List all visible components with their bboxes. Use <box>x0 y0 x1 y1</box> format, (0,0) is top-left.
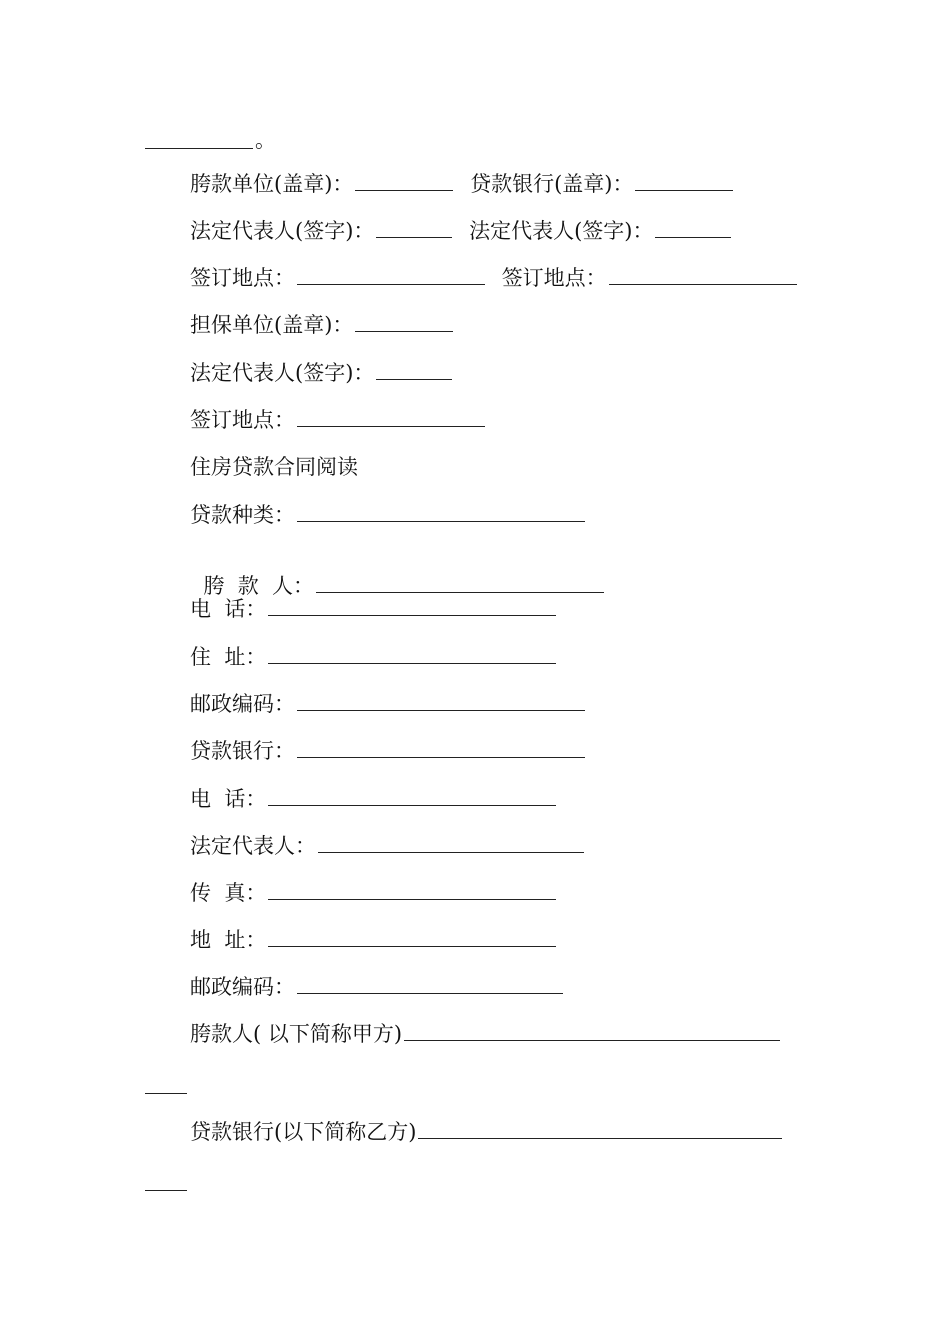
phone-field-2[interactable] <box>268 787 556 806</box>
legal-rep-sign-field-1[interactable] <box>376 219 452 238</box>
address-row-1 <box>190 645 558 669</box>
document-title: 住房贷款合同阅读 <box>190 455 358 479</box>
loan-type-label: 贷款种类： <box>190 503 295 527</box>
postcode-field-2[interactable] <box>297 975 563 994</box>
address-row-2 <box>190 928 558 952</box>
loan-type-field[interactable] <box>297 503 585 522</box>
bank-seal-label: 贷款银行(盖章)： <box>470 172 634 196</box>
party-b-label: 贷款银行(以下简称乙方) <box>190 1120 417 1144</box>
postcode-row-1 <box>190 692 587 716</box>
party-a-row <box>190 1022 782 1046</box>
borrower-label: 胯 款 人： <box>203 574 315 598</box>
legal-rep-sign-field-2[interactable] <box>655 219 731 238</box>
bank-field[interactable] <box>297 739 585 758</box>
legal-rep-label: 法定代表人： <box>190 834 316 858</box>
phone-field-1[interactable] <box>268 597 556 616</box>
legal-rep-row <box>190 834 586 858</box>
period-text <box>255 128 276 152</box>
address-field-1[interactable] <box>268 645 556 664</box>
party-b-field[interactable] <box>418 1120 782 1139</box>
bank-seal-field[interactable] <box>635 172 733 191</box>
postcode-label-2: 邮政编码： <box>190 975 295 999</box>
bank-label: 贷款银行： <box>190 739 295 763</box>
address-label-1: 住 址： <box>190 645 267 669</box>
legal-rep-sign-label-1: 法定代表人(签字)： <box>190 219 375 243</box>
signature-row-1 <box>190 172 735 196</box>
party-b-field-continued[interactable] <box>145 1190 187 1191</box>
legal-rep-sign-label-3: 法定代表人(签字)： <box>190 361 375 385</box>
fax-row <box>190 881 558 905</box>
sign-place-field-2[interactable] <box>609 266 797 285</box>
legal-rep-field[interactable] <box>318 834 584 853</box>
sign-place-field-3[interactable] <box>297 408 485 427</box>
signature-row-6 <box>190 408 487 432</box>
loan-type-row <box>190 503 587 527</box>
postcode-label-1: 邮政编码： <box>190 692 295 716</box>
guarantor-unit-label: 担保单位(盖章)： <box>190 313 354 337</box>
party-a-label: 胯款人( 以下简称甲方) <box>190 1022 403 1046</box>
party-a-field[interactable] <box>404 1022 780 1041</box>
borrower-field[interactable] <box>316 574 604 593</box>
signature-row-3 <box>190 266 799 290</box>
phone-row-2 <box>190 787 558 811</box>
phone-label-1: 电 话： <box>190 597 267 621</box>
legal-rep-sign-field-3[interactable] <box>376 361 452 380</box>
phone-row-1 <box>190 597 558 621</box>
fax-label: 传 真： <box>190 881 267 905</box>
sign-place-label-2: 签订地点： <box>501 266 607 290</box>
sign-place-label-3: 签订地点： <box>190 408 295 432</box>
sign-place-label-1: 签订地点： <box>190 266 295 290</box>
borrower-unit-field[interactable] <box>355 172 453 191</box>
address-field-2[interactable] <box>268 928 556 947</box>
legal-rep-sign-label-2: 法定代表人(签字)： <box>469 219 654 243</box>
guarantor-unit-field[interactable] <box>355 313 453 332</box>
signature-row-5 <box>190 361 454 385</box>
postcode-field-1[interactable] <box>297 692 585 711</box>
sign-place-field-1[interactable] <box>297 266 485 285</box>
postcode-row-2 <box>190 975 565 999</box>
bank-row <box>190 739 587 763</box>
fax-field[interactable] <box>268 881 556 900</box>
period: 。 <box>255 128 276 152</box>
borrower-unit-label: 胯款单位(盖章)： <box>190 172 354 196</box>
signature-row-2 <box>190 219 733 243</box>
phone-label-2: 电 话： <box>190 787 267 811</box>
blank-line <box>145 148 253 149</box>
borrower-row <box>190 550 606 598</box>
party-a-field-continued[interactable] <box>145 1093 187 1094</box>
signature-row-4 <box>190 313 455 337</box>
party-b-row <box>190 1120 784 1144</box>
address-label-2: 地 址： <box>190 928 267 952</box>
